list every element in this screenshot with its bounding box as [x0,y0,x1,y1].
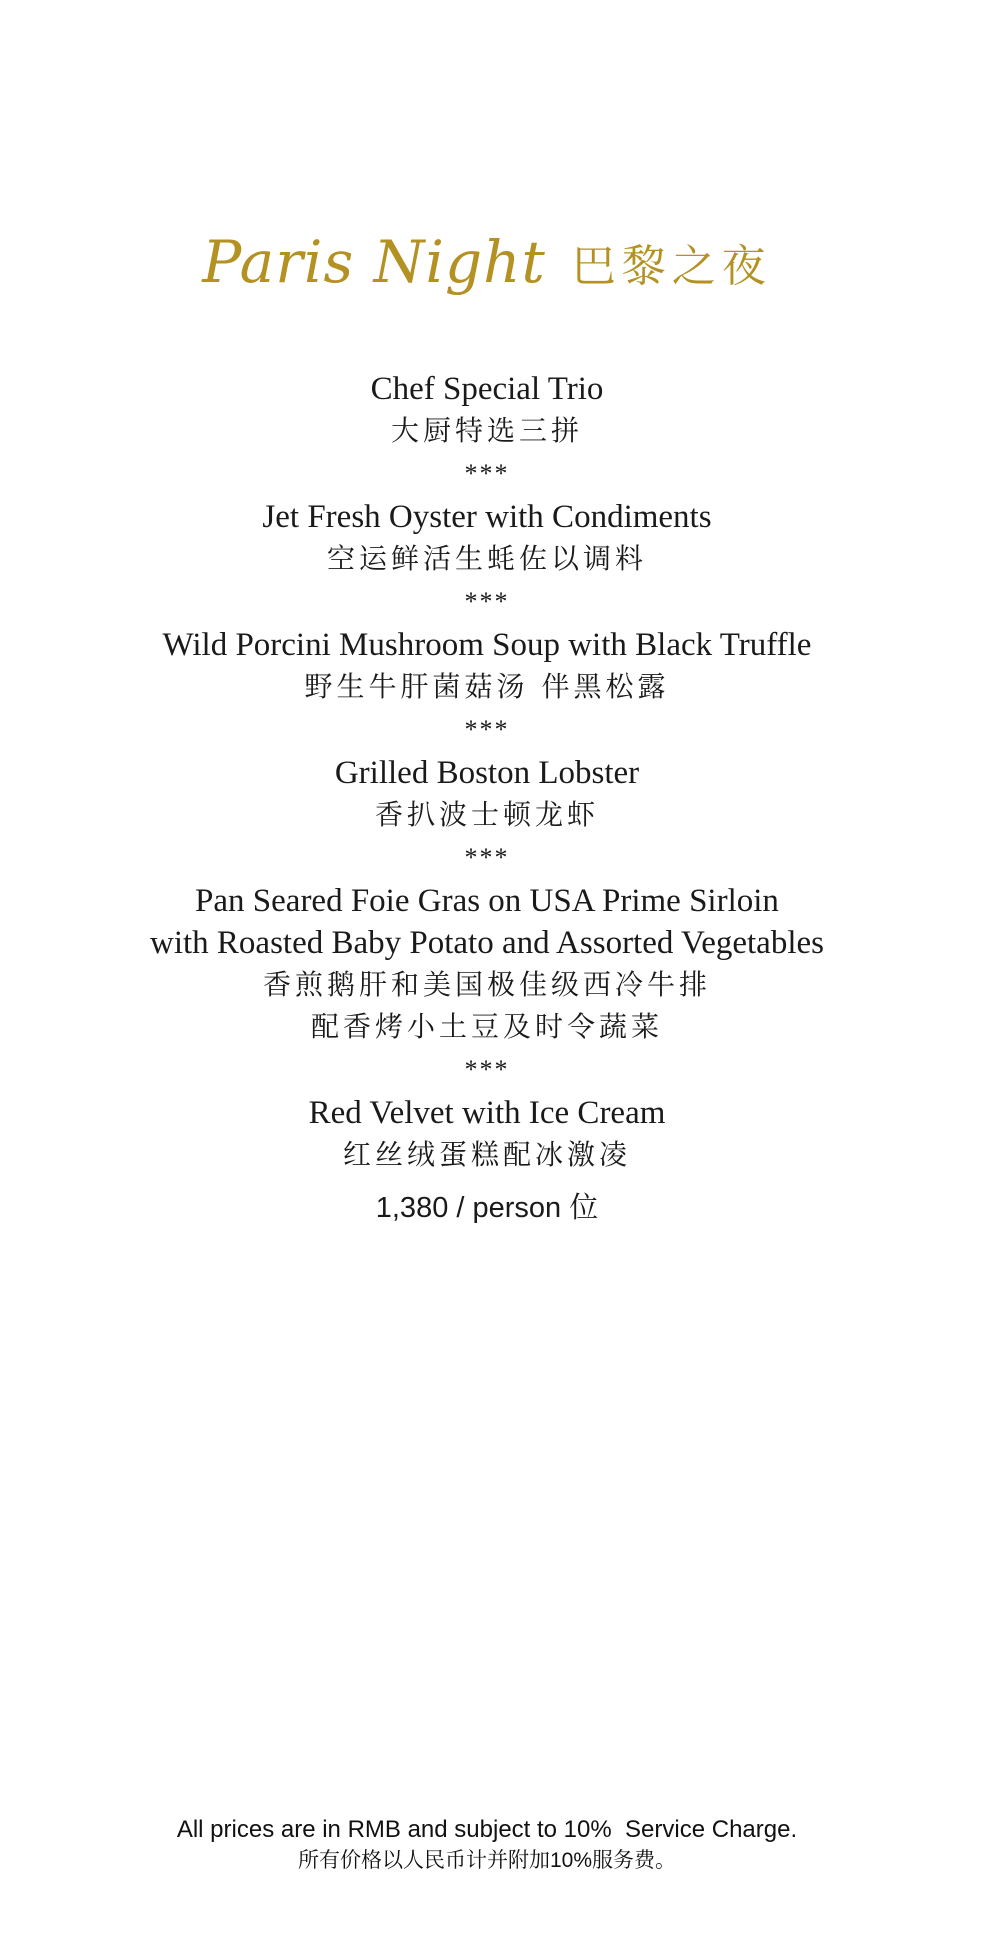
course-name-chinese: 野生牛肝菌菇汤 伴黑松露 [304,670,670,703]
course-name-english: Wild Porcini Mushroom Soup with Black Truffle [162,627,812,663]
course-separator: *** [464,843,510,872]
course-item-4 [0,752,974,836]
course-separator: *** [464,459,510,488]
course-item-2 [0,496,974,580]
course-name-chinese-line-2: 配香烤小土豆及时令蔬菜 [310,1010,663,1043]
course-name-english: Jet Fresh Oyster with Condiments [262,499,712,535]
footer-note-english: All prices are in RMB and subject to 10% Service Charge. [176,1816,798,1843]
course-item-1 [0,368,974,452]
course-name-chinese: 香煎鹅肝和美国极佳级西冷牛排 [262,968,711,1001]
course-name-english: Grilled Boston Lobster [334,755,640,791]
course-list [0,368,974,1228]
course-name-english: Pan Seared Foie Gras on USA Prime Sirloin [195,883,779,919]
course-name-english-line-2: with Roasted Baby Potato and Assorted Vegetables [150,925,824,961]
course-name-english: Chef Special Trio [370,371,604,407]
footer-note-chinese: 所有价格以人民币计并附加10%服务费。 [297,1849,677,1872]
course-item-6 [0,1092,974,1176]
course-separator: *** [464,1055,510,1084]
course-item-5 [0,880,974,1048]
menu-price: 1,380 / person 位 [375,1192,599,1224]
course-name-chinese: 香扒波士顿龙虾 [374,798,599,831]
menu-title-english: Paris Night [202,228,546,296]
course-name-chinese: 大厨特选三拼 [390,414,583,447]
footer-note [0,1814,974,1876]
menu-title [0,228,974,296]
course-name-english: Red Velvet with Ice Cream [308,1095,666,1131]
course-name-chinese: 红丝绒蛋糕配冰激凌 [342,1138,631,1171]
course-item-3 [0,624,974,708]
course-separator: *** [464,587,510,616]
course-name-chinese: 空运鲜活生蚝佐以调料 [326,542,647,575]
menu-title-chinese: 巴黎之夜 [571,241,772,292]
course-separator: *** [464,715,510,744]
